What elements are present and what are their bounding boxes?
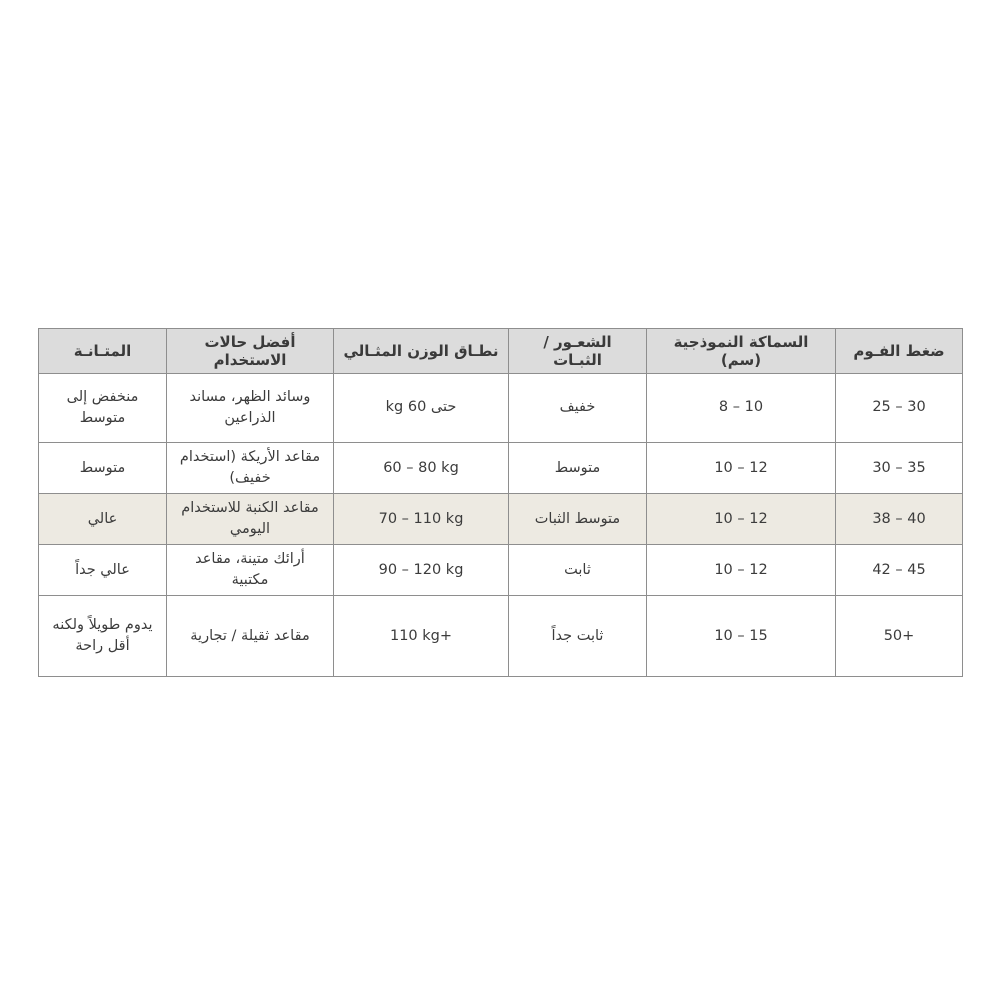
- cell-thickness: 10 – 15: [647, 596, 836, 677]
- table-row-highlighted: [39, 494, 963, 545]
- cell-durability: متوسط: [39, 443, 167, 494]
- cell-durability: منخفض إلى متوسط: [39, 374, 167, 443]
- cell-use: مقاعد الكنبة للاستخدام اليومي: [167, 494, 334, 545]
- cell-weight: 60 – 80 kg: [334, 443, 509, 494]
- column-header-typical-thickness: السماكة النموذجية (سم): [647, 329, 836, 374]
- cell-thickness: 10 – 12: [647, 443, 836, 494]
- cell-feel: خفيف: [509, 374, 647, 443]
- cell-weight: 110 kg+: [334, 596, 509, 677]
- table-row: [39, 545, 963, 596]
- cell-durability: عالي جداً: [39, 545, 167, 596]
- cell-weight: 70 – 110 kg: [334, 494, 509, 545]
- column-header-best-use-cases: أفضل حالات الاستخدام: [167, 329, 334, 374]
- cell-feel: ثابت: [509, 545, 647, 596]
- cell-use: أرائك متينة، مقاعد مكتبية: [167, 545, 334, 596]
- cell-pressure: 38 – 40: [836, 494, 963, 545]
- table-header-row: [39, 329, 963, 374]
- cell-durability: يدوم طويلاً ولكنه أقل راحة: [39, 596, 167, 677]
- cell-weight: حتى 60 kg: [334, 374, 509, 443]
- cell-thickness: 10 – 12: [647, 494, 836, 545]
- cell-use: مقاعد الأريكة (استخدام خفيف): [167, 443, 334, 494]
- cell-feel: متوسط الثبات: [509, 494, 647, 545]
- column-header-durability: المتـانـة: [39, 329, 167, 374]
- column-header-feel-stability: الشعـور / الثبـات: [509, 329, 647, 374]
- table-row: [39, 374, 963, 443]
- column-header-foam-pressure: ضغط الفـوم: [836, 329, 963, 374]
- cell-thickness: 8 – 10: [647, 374, 836, 443]
- cell-thickness: 10 – 12: [647, 545, 836, 596]
- cell-feel: ثابت جداً: [509, 596, 647, 677]
- cell-feel: متوسط: [509, 443, 647, 494]
- cell-use: وسائد الظهر، مساند الذراعين: [167, 374, 334, 443]
- cell-weight: 90 – 120 kg: [334, 545, 509, 596]
- cell-pressure: 50+: [836, 596, 963, 677]
- foam-pressure-comparison-table: [38, 328, 963, 677]
- cell-durability: عالي: [39, 494, 167, 545]
- cell-pressure: 30 – 35: [836, 443, 963, 494]
- cell-pressure: 25 – 30: [836, 374, 963, 443]
- column-header-ideal-weight-range: نطـاق الوزن المثـالي: [334, 329, 509, 374]
- cell-pressure: 42 – 45: [836, 545, 963, 596]
- cell-use: مقاعد ثقيلة / تجارية: [167, 596, 334, 677]
- table-row: [39, 596, 963, 677]
- table-row: [39, 443, 963, 494]
